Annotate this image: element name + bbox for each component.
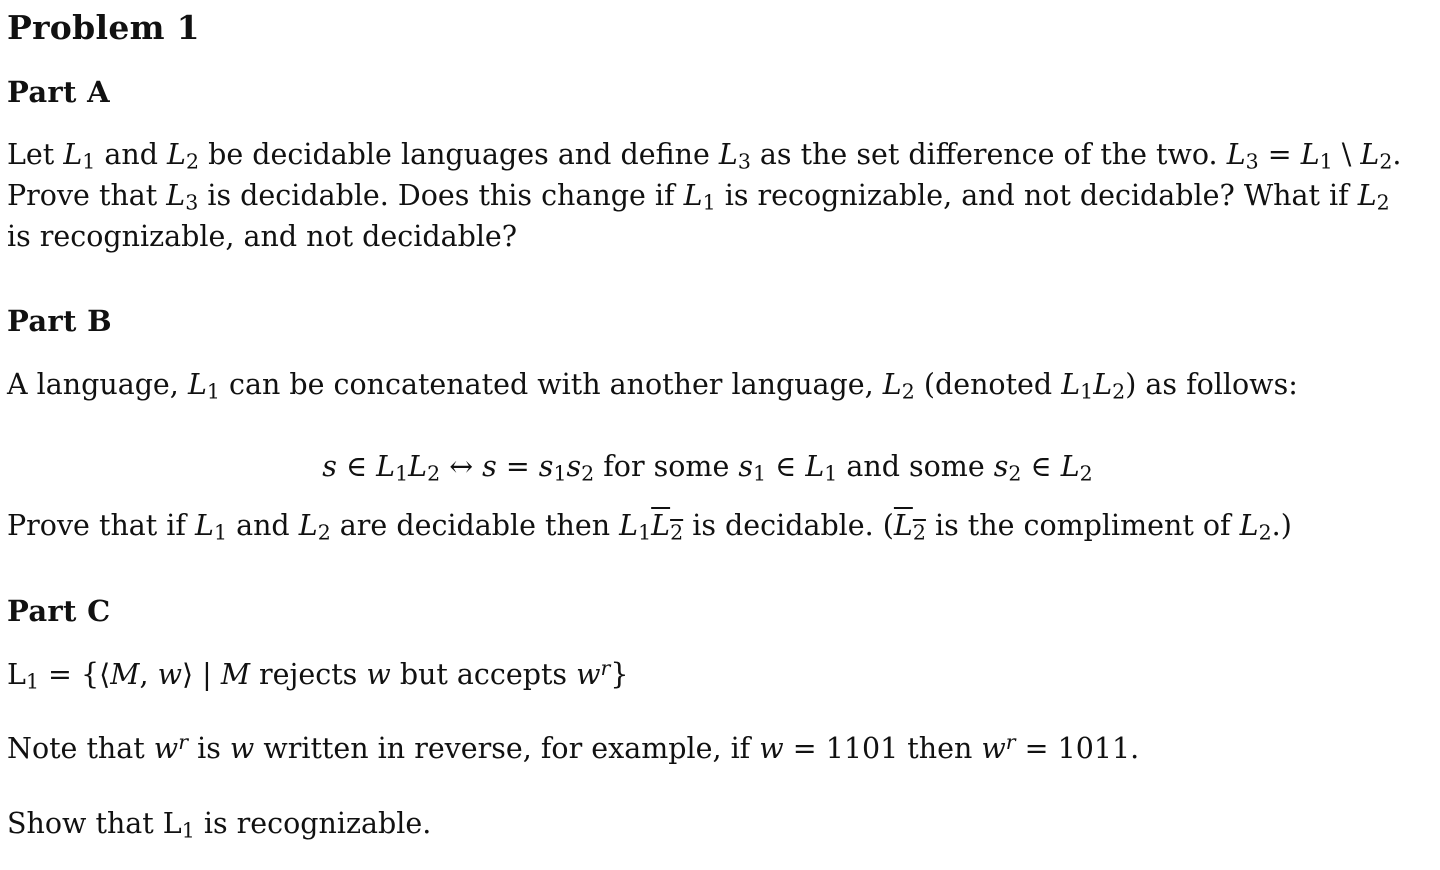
complement-overline: $L_2$	[893, 509, 926, 545]
part-a-line-3: is recognizable, and not decidable?	[7, 220, 518, 253]
part-a-paragraph	[7, 134, 1401, 257]
part-a-line-2: Prove that $L_3$ is decidable. Does this change if $L_1$ is recognizable, and not decidable? What if $L_2$	[7, 179, 1390, 215]
language-definition: $L_1$ = {⟨M, w⟩ | M rejects w but accepts $w^r$}	[7, 655, 629, 694]
part-a-heading: Part A	[7, 75, 110, 109]
part-b-heading: Part B	[7, 304, 112, 338]
problem-title: Problem 1	[7, 8, 200, 47]
part-b-prove: Prove that if $L_1$ and $L_2$ are decidable then $L_1L_2$ is decidable. ($L_2$ is the compliment of $L_2$.)	[7, 509, 1292, 545]
concatenation-definition: s ∈ $L_1L_2$ ↔ $s = s_1s_2$ for some $s_1$ ∈ $L_1$ and some $s_2$ ∈ $L_2$	[322, 450, 1093, 486]
reverse-note: Note that $w^r$ is w written in reverse, for example, if w = 1101 then $w^r = 1011$.	[7, 729, 1140, 765]
part-a-line-1: Let $L_1$ and $L_2$ be decidable languages and define $L_3$ as the set difference of the two. $L_3 = L_1$ \ $L_2$.	[7, 138, 1402, 174]
part-b-intro: A language, $L_1$ can be concatenated with another language, $L_2$ (denoted $L_1L_2$) as follows:	[7, 368, 1298, 404]
complement-overline: $L_2$	[651, 509, 684, 545]
show-statement: Show that $L_1$ is recognizable.	[7, 807, 432, 843]
part-c-heading: Part C	[7, 594, 111, 628]
